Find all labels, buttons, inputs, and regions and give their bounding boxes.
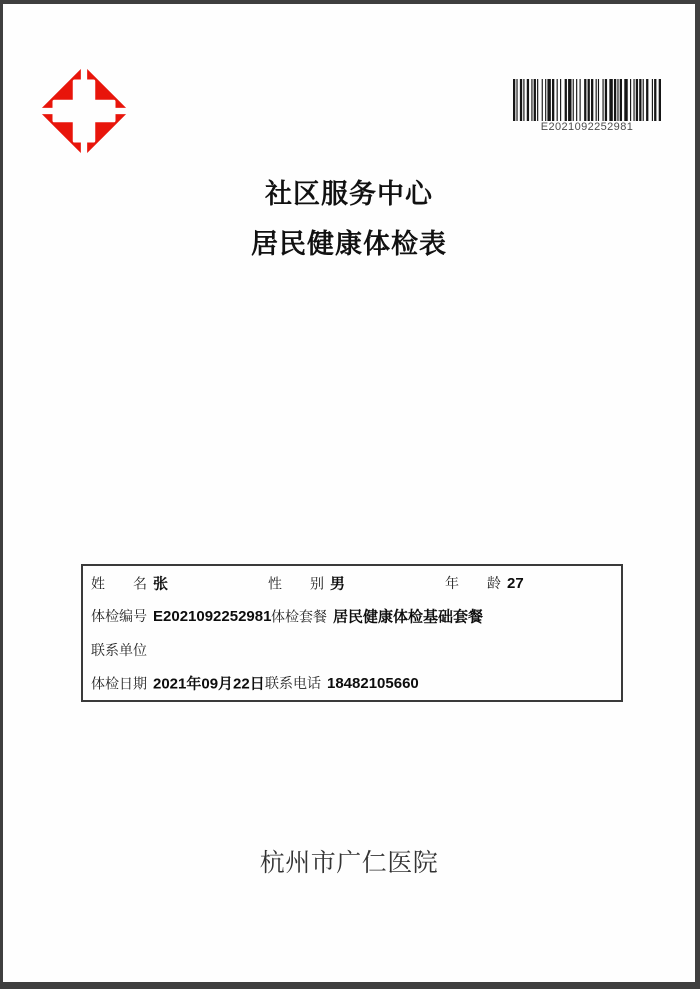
barcode-icon bbox=[513, 79, 661, 121]
info-row-date-phone bbox=[83, 667, 621, 701]
red-cross-icon bbox=[38, 66, 130, 156]
exam-number-field bbox=[91, 606, 271, 626]
exam-package-value: 居民健康体检基础套餐 bbox=[333, 608, 484, 626]
age-label: 年 龄 bbox=[445, 574, 501, 591]
gender-label: 性 别 bbox=[268, 575, 324, 592]
patient-info-box bbox=[81, 564, 623, 702]
contact-company-field bbox=[91, 640, 153, 660]
age-field bbox=[445, 573, 524, 593]
contact-phone-label: 联系电话 bbox=[265, 675, 321, 692]
exam-date-value: 2021年09月22日 bbox=[153, 675, 265, 693]
exam-package-label: 体检套餐 bbox=[271, 608, 327, 625]
document-title-line2: 居民健康体检表 bbox=[251, 229, 447, 259]
barcode-number: E2021092252981 bbox=[540, 121, 634, 133]
hospital-logo bbox=[38, 66, 130, 156]
exam-package-field bbox=[271, 606, 483, 627]
info-row-examno-package bbox=[83, 600, 621, 634]
name-field bbox=[91, 572, 168, 593]
barcode-block bbox=[513, 79, 661, 134]
exam-number-label: 体检编号 bbox=[91, 608, 147, 625]
exam-date-label: 体检日期 bbox=[91, 675, 147, 692]
hospital-name: 杭州市广仁医院 bbox=[259, 850, 439, 877]
name-label: 姓 名 bbox=[91, 575, 147, 592]
document-title-line1: 社区服务中心 bbox=[265, 179, 433, 209]
gender-field bbox=[268, 572, 345, 593]
contact-phone-value: 18482105660 bbox=[327, 675, 419, 693]
contact-company-label: 联系单位 bbox=[91, 641, 147, 658]
gender-value: 男 bbox=[330, 575, 346, 593]
exam-number-value: E2021092252981 bbox=[153, 608, 272, 626]
info-row-name-gender-age bbox=[83, 566, 621, 600]
contact-phone-field bbox=[265, 673, 419, 693]
age-value: 27 bbox=[507, 574, 524, 592]
info-row-company bbox=[83, 633, 621, 667]
exam-date-field bbox=[91, 673, 265, 694]
name-value: 张 bbox=[153, 575, 169, 593]
